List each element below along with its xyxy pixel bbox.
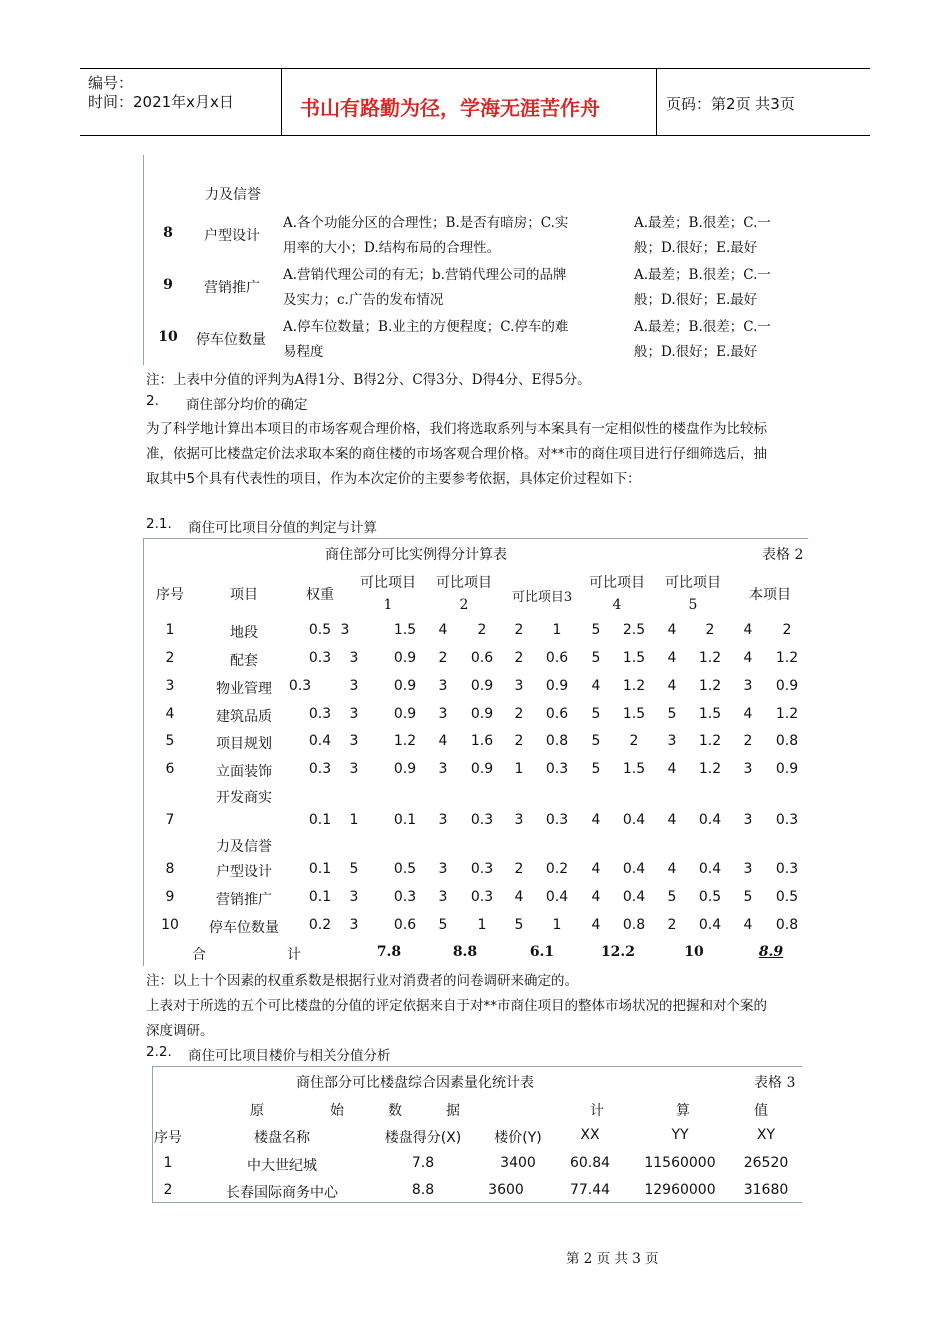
row-value: 2	[514, 706, 524, 722]
row-item: 地段	[230, 625, 258, 641]
factor-name: 营销推广	[204, 280, 260, 296]
table-cell: 12960000	[644, 1182, 716, 1198]
table-cell: 2	[163, 1182, 173, 1198]
column-header: 可比项目	[589, 575, 645, 591]
row-weight: 0.3	[308, 761, 332, 777]
row-seq: 8	[165, 861, 175, 877]
row-value: 1.2	[698, 678, 722, 694]
factor-criteria: 易程度	[283, 344, 324, 360]
table-left-border	[143, 538, 144, 966]
table-cell: 60.84	[569, 1155, 611, 1171]
row-value: 3	[349, 917, 359, 933]
row-value: 4	[667, 861, 677, 877]
row-value: 0.5	[775, 889, 799, 905]
row-value: 3	[340, 622, 350, 638]
row-value: 3	[349, 761, 359, 777]
column-header: 4	[612, 597, 622, 613]
row-value: 3	[349, 733, 359, 749]
row-value: 2	[438, 650, 448, 666]
column-header: 1	[383, 597, 393, 613]
table-cell: 77.44	[569, 1182, 611, 1198]
header-motto: 书山有路勤为径，学海无涯苦作舟	[300, 96, 600, 120]
column-header: 本项目	[749, 587, 791, 603]
row-weight: 0.3	[308, 706, 332, 722]
row-value: 2	[782, 622, 792, 638]
row-value: 0.4	[698, 812, 722, 828]
row-weight: 0.1	[308, 812, 332, 828]
section-heading: 商住可比项目楼价与相关分值分析	[188, 1048, 391, 1064]
table-left-border	[143, 155, 144, 365]
row-value: 1	[552, 622, 562, 638]
row-item: 营销推广	[216, 892, 272, 908]
row-value: 3	[349, 889, 359, 905]
paragraph-line: 上表对于所选的五个可比楼盘的分值的评定依据来自于对**市商住项目的整体市场状况的把握和对个案的	[146, 998, 767, 1014]
page-footer: 第 2 页 共 3 页	[566, 1251, 659, 1267]
table-title: 商住部分可比楼盘综合因素量化统计表	[296, 1075, 534, 1091]
row-value: 1.2	[698, 650, 722, 666]
row-value: 0.9	[545, 678, 569, 694]
row-value: 0.3	[393, 889, 417, 905]
row-seq: 5	[165, 733, 175, 749]
row-seq: 1	[165, 622, 175, 638]
row-item: 力及信誉	[216, 839, 272, 855]
factor-continuation: 力及信誉	[205, 187, 261, 203]
row-value: 3	[438, 889, 448, 905]
row-value: 0.8	[775, 917, 799, 933]
row-value: 2	[629, 733, 639, 749]
row-value: 4	[438, 733, 448, 749]
row-value: 5	[591, 622, 601, 638]
row-value: 3	[667, 733, 677, 749]
group-header-char: 值	[754, 1103, 768, 1119]
header-divider	[656, 68, 657, 135]
row-value: 4	[667, 650, 677, 666]
header-page-info: 页码：第2页 共3页	[666, 95, 795, 113]
row-value: 1.2	[775, 650, 799, 666]
row-value: 5	[514, 917, 524, 933]
row-value: 0.9	[393, 650, 417, 666]
row-value: 0.6	[545, 650, 569, 666]
row-value: 3	[743, 761, 753, 777]
row-weight: 0.2	[308, 917, 332, 933]
table-number: 表格 3	[754, 1075, 796, 1091]
row-weight: 0.3	[308, 650, 332, 666]
row-value: 1.2	[698, 761, 722, 777]
table-cell: 3400	[500, 1155, 536, 1171]
row-value: 0.6	[393, 917, 417, 933]
row-value: 0.9	[775, 761, 799, 777]
row-value: 3	[438, 812, 448, 828]
factor-criteria: A.营销代理公司的有无；b.营销代理公司的品牌	[283, 267, 567, 283]
factor-num: 10	[158, 329, 178, 345]
row-value: 1.6	[470, 733, 494, 749]
row-value: 3	[743, 861, 753, 877]
row-value: 1.5	[622, 761, 646, 777]
row-value: 1.2	[775, 706, 799, 722]
row-value: 1.5	[622, 706, 646, 722]
row-value: 0.8	[545, 733, 569, 749]
paragraph-line: 深度调研。	[146, 1023, 214, 1039]
row-value: 3	[438, 761, 448, 777]
row-value: 5	[667, 706, 677, 722]
row-value: 0.1	[393, 812, 417, 828]
column-header: YY	[671, 1127, 689, 1143]
column-header: 序号	[156, 587, 184, 603]
row-value: 0.9	[470, 761, 494, 777]
row-value: 3	[438, 861, 448, 877]
group-header-char: 算	[676, 1103, 690, 1119]
row-value: 0.9	[775, 678, 799, 694]
column-header: XY	[756, 1127, 776, 1143]
factor-num: 8	[163, 225, 173, 241]
column-header: 楼盘得分(X)	[384, 1130, 462, 1146]
total-value: 10	[684, 944, 704, 960]
row-seq: 7	[165, 812, 175, 828]
paragraph-line: 取其中5个具有代表性的项目，作为本次定价的主要参考依据，具体定价过程如下：	[146, 471, 641, 487]
row-value: 1	[552, 917, 562, 933]
row-value: 1.2	[393, 733, 417, 749]
factor-score: 般；D.很好；E.最好	[634, 292, 758, 308]
row-value: 1.2	[622, 678, 646, 694]
row-value: 0.4	[622, 812, 646, 828]
row-value: 2	[514, 622, 524, 638]
row-value: 4	[591, 861, 601, 877]
row-value: 4	[591, 917, 601, 933]
factor-name: 户型设计	[204, 228, 260, 244]
row-value: 0.6	[545, 706, 569, 722]
row-value: 4	[514, 889, 524, 905]
row-value: 3	[743, 678, 753, 694]
row-value: 0.4	[698, 861, 722, 877]
row-value: 4	[667, 761, 677, 777]
row-seq: 10	[161, 917, 179, 933]
row-value: 3	[514, 812, 524, 828]
row-value: 0.3	[775, 812, 799, 828]
row-value: 0.9	[470, 678, 494, 694]
total-value: 7.8	[376, 944, 402, 960]
row-value: 0.5	[393, 861, 417, 877]
row-value: 1	[349, 812, 359, 828]
column-header: 可比项目	[436, 575, 492, 591]
column-header: 序号	[154, 1130, 182, 1146]
header-top-rule	[80, 68, 870, 69]
row-value: 0.3	[470, 889, 494, 905]
table-cell: 7.8	[411, 1155, 435, 1171]
group-header-char: 原	[250, 1103, 264, 1119]
table-title: 商住部分可比实例得分计算表	[325, 547, 507, 563]
group-header-char: 计	[590, 1103, 604, 1119]
header-number-label: 编号：	[88, 74, 134, 92]
section-number: 2.	[146, 393, 159, 409]
table-number: 表格 2	[762, 547, 804, 563]
row-value: 4	[743, 706, 753, 722]
row-value: 5	[667, 889, 677, 905]
factor-score: A.最差；B.很差；C.一	[634, 215, 771, 231]
paragraph-line: 准，依据可比楼盘定价法求取本案的商住楼的市场客观合理价格。对**市的商住项目进行仔细筛选后，抽	[146, 446, 767, 462]
table-cell: 26520	[743, 1155, 789, 1171]
group-header-char: 始	[330, 1103, 344, 1119]
factor-score: A.最差；B.很差；C.一	[634, 319, 771, 335]
row-seq: 3	[165, 678, 175, 694]
row-value: 0.8	[775, 733, 799, 749]
row-item: 配套	[230, 653, 258, 669]
row-weight: 0.1	[308, 861, 332, 877]
row-value: 4	[667, 678, 677, 694]
row-value: 0.2	[545, 861, 569, 877]
row-value: 1.5	[622, 650, 646, 666]
column-header: 5	[688, 597, 698, 613]
row-value: 0.4	[698, 917, 722, 933]
group-header-char: 数	[388, 1103, 402, 1119]
row-seq: 6	[165, 761, 175, 777]
paragraph-line: 为了科学地计算出本项目的市场客观合理价格，我们将选取系列与本案具有一定相似性的楼盘作为比较标	[146, 421, 767, 437]
row-value: 5	[438, 917, 448, 933]
table-cell: 11560000	[644, 1155, 716, 1171]
row-value: 2	[705, 622, 715, 638]
row-value: 4	[667, 812, 677, 828]
row-weight: 0.4	[308, 733, 332, 749]
column-header: XX	[580, 1127, 600, 1143]
row-value: 3	[349, 650, 359, 666]
row-value: 4	[591, 889, 601, 905]
row-value: 0.4	[622, 861, 646, 877]
row-item: 物业管理	[216, 681, 272, 697]
row-seq: 9	[165, 889, 175, 905]
row-value: 1	[477, 917, 487, 933]
row-value: 4	[591, 812, 601, 828]
total-value: 12.2	[600, 944, 636, 960]
factor-criteria: 用率的大小；D.结构布局的合理性。	[283, 240, 501, 256]
row-value: 2	[667, 917, 677, 933]
factor-criteria: 及实力；c.广告的发布情况	[283, 292, 444, 308]
row-seq: 2	[165, 650, 175, 666]
row-value: 4	[667, 622, 677, 638]
row-value: 2	[514, 733, 524, 749]
factor-num: 9	[163, 277, 173, 293]
section-heading: 商住可比项目分值的判定与计算	[188, 520, 377, 536]
section-number: 2.2.	[146, 1044, 172, 1060]
row-value: 4	[743, 622, 753, 638]
column-header: 2	[459, 597, 469, 613]
row-value: 0.9	[393, 761, 417, 777]
table-top-border	[152, 1066, 802, 1067]
factor-criteria: A.各个功能分区的合理性；B.是否有暗房；C.实	[283, 215, 569, 231]
row-value: 3	[438, 678, 448, 694]
total-value: 8.9	[758, 944, 784, 960]
row-value: 0.3	[470, 861, 494, 877]
row-value: 5	[349, 861, 359, 877]
column-header: 可比项目	[665, 575, 721, 591]
row-value: 5	[743, 889, 753, 905]
row-value: 0.9	[393, 678, 417, 694]
row-item: 建筑品质	[216, 709, 272, 725]
row-value: 0.4	[545, 889, 569, 905]
row-weight: 0.3	[288, 678, 312, 694]
table-cell: 3600	[488, 1182, 524, 1198]
table-top-border	[143, 538, 808, 539]
header-divider	[281, 68, 282, 135]
row-value: 2	[514, 650, 524, 666]
column-header: 可比项目	[360, 575, 416, 591]
row-value: 0.3	[545, 761, 569, 777]
row-value: 0.3	[775, 861, 799, 877]
row-value: 0.9	[470, 706, 494, 722]
total-value: 8.8	[452, 944, 478, 960]
row-value: 4	[743, 917, 753, 933]
factor-score: A.最差；B.很差；C.一	[634, 267, 771, 283]
row-value: 5	[591, 761, 601, 777]
row-value: 0.3	[470, 812, 494, 828]
column-header: 项目	[230, 587, 258, 603]
column-header: 楼盘名称	[254, 1130, 310, 1146]
row-value: 2.5	[622, 622, 646, 638]
row-item: 立面装饰	[216, 764, 272, 780]
score-note: 注：以上十个因素的权重系数是根据行业对消费者的问卷调研来确定的。	[146, 973, 578, 989]
row-value: 3	[743, 812, 753, 828]
row-value: 0.3	[545, 812, 569, 828]
factor-criteria: A.停车位数量；B.业主的方便程度；C.停车的难	[283, 319, 569, 335]
table-cell: 31680	[743, 1182, 789, 1198]
row-value: 4	[591, 678, 601, 694]
row-item: 户型设计	[216, 864, 272, 880]
row-value: 3	[349, 678, 359, 694]
section-number: 2.1.	[146, 516, 172, 532]
table-cell: 1	[163, 1155, 173, 1171]
row-value: 1.5	[393, 622, 417, 638]
row-value: 3	[438, 706, 448, 722]
table-cell: 中大世纪城	[247, 1158, 317, 1174]
row-value: 0.5	[698, 889, 722, 905]
header-time-label: 时间：2021年x月x日	[88, 93, 234, 111]
row-weight: 0.1	[308, 889, 332, 905]
group-header-char: 据	[446, 1103, 460, 1119]
row-value: 2	[743, 733, 753, 749]
row-weight: 0.5	[308, 622, 332, 638]
row-item: 项目规划	[216, 736, 272, 752]
table-cell: 长春国际商务中心	[226, 1185, 338, 1201]
factor-name: 停车位数量	[196, 332, 266, 348]
total-label: 计	[287, 947, 301, 963]
column-header: 可比项目3	[511, 590, 573, 605]
total-value: 6.1	[529, 944, 555, 960]
row-item: 停车位数量	[209, 920, 279, 936]
column-header: 楼价(Y)	[494, 1130, 542, 1146]
row-item: 开发商实	[216, 790, 272, 806]
row-value: 5	[591, 706, 601, 722]
row-value: 2	[514, 861, 524, 877]
total-label: 合	[192, 947, 206, 963]
row-value: 0.4	[622, 889, 646, 905]
row-value: 0.8	[622, 917, 646, 933]
section-heading: 商住部分均价的确定	[186, 397, 308, 413]
row-value: 1	[514, 761, 524, 777]
row-value: 1.2	[698, 733, 722, 749]
row-value: 1.5	[698, 706, 722, 722]
table-bottom-border	[152, 1202, 802, 1203]
row-value: 3	[514, 678, 524, 694]
row-value: 5	[591, 650, 601, 666]
header-bottom-rule	[80, 135, 870, 136]
row-value: 4	[438, 622, 448, 638]
row-value: 3	[349, 706, 359, 722]
row-value: 0.9	[393, 706, 417, 722]
row-seq: 4	[165, 706, 175, 722]
row-value: 5	[591, 733, 601, 749]
column-header: 权重	[306, 587, 334, 603]
factor-score: 般；D.很好；E.最好	[634, 240, 758, 256]
row-value: 2	[477, 622, 487, 638]
row-value: 4	[743, 650, 753, 666]
factor-note: 注：上表中分值的评判为A得1分、B得2分、C得3分、D得4分、E得5分。	[146, 372, 591, 388]
row-value: 0.6	[470, 650, 494, 666]
table-cell: 8.8	[411, 1182, 435, 1198]
factor-score: 般；D.很好；E.最好	[634, 344, 758, 360]
